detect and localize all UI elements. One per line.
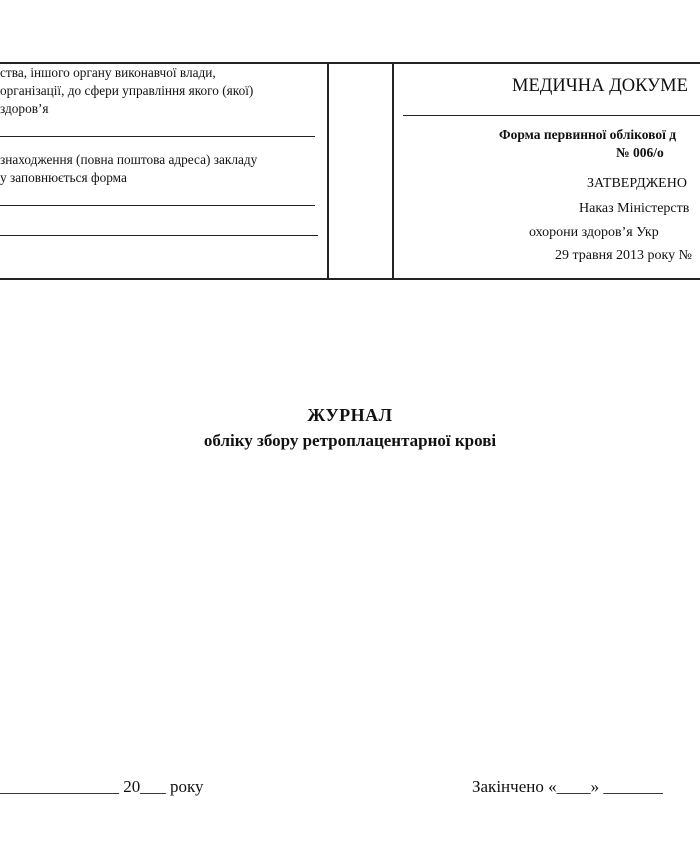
- ministry-name-line-1: ства, іншого органу виконавчої влади,: [0, 65, 216, 80]
- ministry-name-line-3: здоров’я: [0, 101, 49, 116]
- finished-date-line: Закінчено «____» _______: [472, 777, 663, 796]
- journal-subtitle: обліку збору ретроплацентарної крові: [203, 431, 497, 450]
- approved-label: ЗАТВЕРДЖЕНО: [587, 176, 687, 191]
- order-line-3: 29 травня 2013 року №: [555, 248, 693, 263]
- address-fill-line-1: [0, 205, 315, 206]
- ministry-name-line-2: організації, до сфери управління якого (якої): [0, 83, 254, 98]
- order-line-1: Наказ Міністерств: [579, 201, 690, 216]
- ministry-fill-line: [0, 136, 315, 137]
- header-bottom-border: [0, 278, 700, 280]
- address-fill-line-2: [0, 235, 318, 236]
- form-type-line-1: Форма первинної облікової д: [499, 127, 677, 142]
- address-line-2: у заповнюється форма: [0, 170, 127, 185]
- medical-documentation-label: МЕДИЧНА ДОКУМЕ: [512, 76, 688, 96]
- journal-title-block: [0, 402, 700, 454]
- header-divider-right: [392, 62, 394, 279]
- journal-title: ЖУРНАЛ: [307, 405, 393, 425]
- order-line-2: охорони здоров’я Укр: [529, 225, 659, 240]
- form-number: № 006/о: [616, 145, 664, 160]
- header-divider-left: [327, 62, 329, 279]
- address-line-1: знаходження (повна поштова адреса) закладу: [0, 152, 258, 167]
- started-date-line: ______________ 20___ року: [0, 777, 204, 796]
- doc-label-underline: [403, 115, 700, 116]
